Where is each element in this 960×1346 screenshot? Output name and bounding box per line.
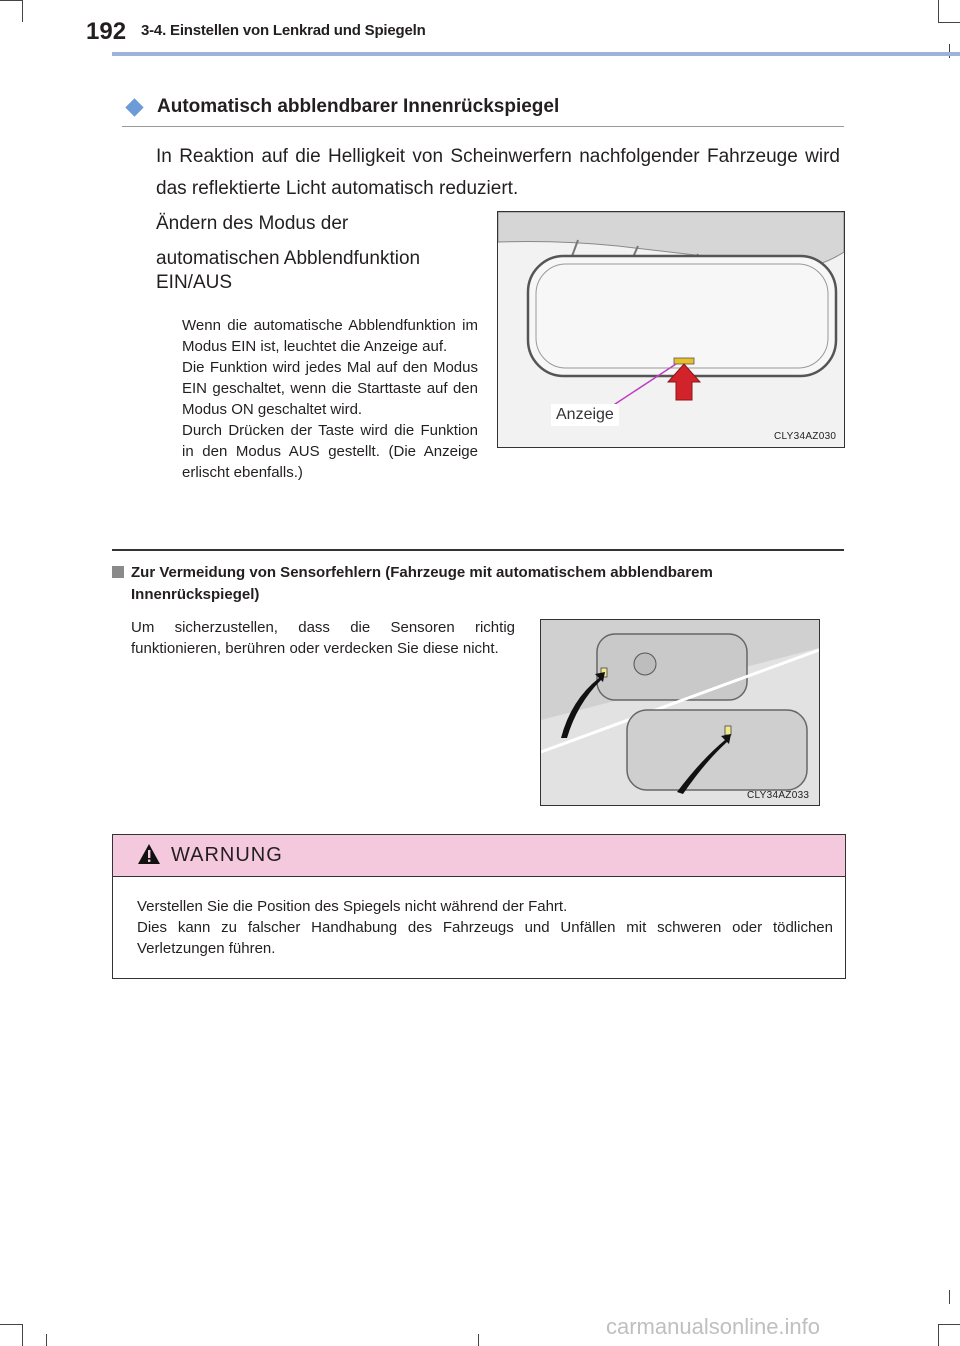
description-line: Wenn die automatische Abblendfunktion im Modus EIN ist, leuchtet die Anzeige auf.	[182, 317, 478, 355]
note-text: Um sicherzustellen, dass die Sensoren richtig funktionieren, berühren oder verdecken Sie diese nicht.	[131, 619, 515, 657]
mirror-illustration	[498, 212, 844, 447]
warning-body	[137, 896, 833, 959]
section-rule	[112, 549, 844, 551]
crop-mark	[938, 1324, 939, 1346]
crop-mark	[22, 1324, 23, 1346]
crop-mark	[0, 0, 22, 1]
header-rule	[112, 52, 960, 56]
warning-line: Dies kann zu falscher Handhabung des Fahrzeugs und Unfällen mit schweren oder tödlichen Verletzungen führen.	[137, 919, 833, 957]
crop-mark	[46, 1334, 47, 1346]
indicator-light	[674, 358, 694, 364]
square-bullet-icon	[112, 566, 124, 578]
crop-mark	[938, 0, 939, 22]
sensor-figure	[540, 619, 820, 806]
crop-mark	[22, 0, 23, 22]
warning-header	[113, 835, 845, 877]
mode-description	[182, 315, 478, 483]
description-line: Durch Drücken der Taste wird die Funktion in den Modus AUS gestellt. (Die Anzeige erlischt ebenfalls.)	[182, 422, 478, 481]
indicator-label: Anzeige	[551, 404, 619, 426]
warning-title: WARNUNG	[171, 844, 283, 866]
crop-mark	[0, 1324, 22, 1325]
warning-line: Verstellen Sie die Position des Spiegels nicht während der Fahrt.	[137, 898, 568, 915]
mode-value: EIN/AUS	[156, 272, 233, 293]
sensor-illustration	[541, 620, 819, 805]
crop-mark	[478, 1334, 479, 1346]
description-line: Die Funktion wird jedes Mal auf den Modus EIN geschaltet, wenn die Starttaste auf den Modus ON geschaltet wird.	[182, 359, 478, 418]
crop-mark	[949, 1290, 950, 1304]
mode-title: Ändern des Modus der automatischen Abblendfunktion	[156, 213, 421, 269]
note-title: Zur Vermeidung von Sensorfehlern (Fahrzeuge mit automatischem abblendbarem Innenrückspiegel)	[131, 564, 713, 603]
sensor-icon	[725, 726, 731, 735]
footer-watermark[interactable]: carmanualsonline.info	[606, 1314, 821, 1339]
section-heading	[122, 96, 844, 127]
crop-mark	[938, 1324, 960, 1325]
warning-box	[112, 834, 846, 979]
crop-mark	[938, 22, 960, 23]
page-number: 192	[86, 18, 127, 45]
figure-code: CLY34AZ030	[774, 431, 837, 442]
chapter-title: 3-4. Einstellen von Lenkrad und Spiegeln	[141, 22, 426, 39]
intro-paragraph: In Reaktion auf die Helligkeit von Scheinwerfern nachfolgender Fahrzeuge wird das reflektierte Licht automatisch reduziert.	[156, 146, 840, 199]
section-title: Automatisch abblendbarer Innenrückspiegel	[157, 96, 560, 117]
warning-triangle-icon	[137, 843, 161, 865]
figure-code: CLY34AZ033	[747, 790, 810, 801]
mirror-figure	[497, 211, 845, 448]
diamond-bullet-icon	[125, 98, 143, 116]
